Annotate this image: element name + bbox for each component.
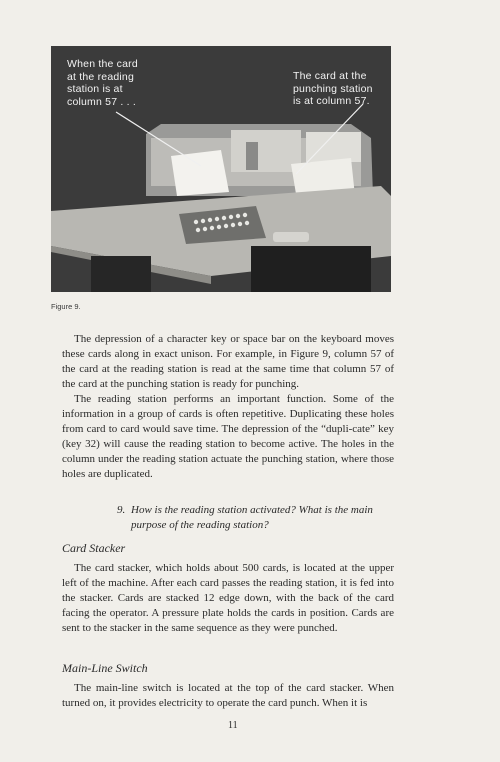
paragraph-card-stacker: The card stacker, which holds about 500 cards, is located at the upper left of the machine. After each card passes the reading station, it is fed into the stacker. Cards are stacked 12 edge down, with the back of the card facing the operator. A pressure plate holds the cards in position. Cards are sent to the stacker in the same sequence as they were punched. [62,562,394,634]
figure-9-photo [51,46,391,292]
question-line-1: How is the reading station activated? What is the main [131,504,373,516]
body-text-upper [62,332,394,482]
body-text-main-line-switch [62,681,394,711]
callout-reading-station: When the card at the reading station is at column 57 . . . [67,58,138,108]
question-number: 9. [117,504,126,516]
page-number: 11 [228,720,238,731]
body-text-card-stacker [62,561,394,636]
review-question-9 [117,503,397,533]
callout-punching-station: The card at the punching station is at column 57. [293,70,373,107]
figure-caption: Figure 9. [51,302,81,311]
heading-main-line-switch: Main-Line Switch [62,661,148,675]
paragraph-reading-station: The reading station performs an important function. Some of the information in a group of cards is often repetitive. Duplicating these holes from card to card would save time. The depression of the “dupli-cate” key (key 32) will cause the reading station to become active. The holes in the column under the reading station actuate the punching station, where those holes are duplicated. [62,393,394,480]
paragraph-main-line-switch: The main-line switch is located at the top of the card stacker. When turned on, it provides electricity to operate the card punch. When it is [62,682,394,709]
heading-card-stacker: Card Stacker [62,541,126,555]
paragraph-keyboard-unison: The depression of a character key or space bar on the keyboard moves these cards along in exact unison. For example, in Figure 9, column 57 of the card at the reading station is read at the same time that column 57 of the card at the punching station is ready for punching. [62,333,394,390]
question-line-2: purpose of the reading station? [131,519,269,531]
